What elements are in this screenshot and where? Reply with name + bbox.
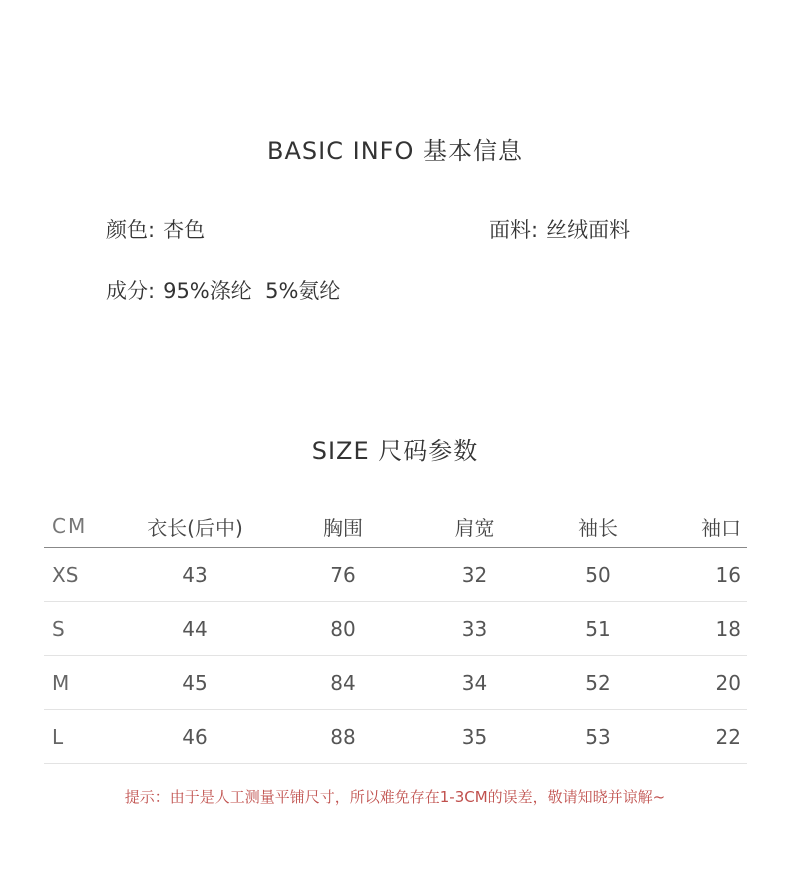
- length-value: 46: [120, 710, 270, 764]
- cuff-value: 20: [663, 656, 747, 710]
- header-length: 衣长(后中): [120, 505, 270, 548]
- header-bust: 胸围: [270, 505, 416, 548]
- basic-info-title: BASIC INFO 基本信息: [267, 137, 523, 165]
- table-row: [44, 548, 747, 602]
- fabric-label: 面料:: [489, 218, 539, 242]
- table-row: [44, 710, 747, 764]
- shoulder-value: 32: [416, 548, 533, 602]
- bust-value: 88: [270, 710, 416, 764]
- header-sleeve-length: 袖长: [533, 505, 663, 548]
- sleeve-length-value: 50: [533, 548, 663, 602]
- shoulder-value: 34: [416, 656, 533, 710]
- sleeve-length-value: 51: [533, 602, 663, 656]
- size-label: XS: [44, 548, 120, 602]
- color-info: [106, 214, 205, 244]
- sleeve-length-value: 53: [533, 710, 663, 764]
- cuff-value: 16: [663, 548, 747, 602]
- color-value: 杏色: [163, 218, 206, 242]
- size-label: S: [44, 602, 120, 656]
- color-label: 颜色:: [106, 218, 156, 242]
- composition-label: 成分:: [106, 279, 156, 303]
- size-table: [44, 505, 747, 764]
- sleeve-length-value: 52: [533, 656, 663, 710]
- bust-value: 80: [270, 602, 416, 656]
- shoulder-value: 35: [416, 710, 533, 764]
- header-shoulder: 肩宽: [416, 505, 533, 548]
- size-label: L: [44, 710, 120, 764]
- cuff-value: 18: [663, 602, 747, 656]
- composition-info: [106, 275, 340, 305]
- size-label: M: [44, 656, 120, 710]
- fabric-info: [489, 214, 630, 244]
- length-value: 44: [120, 602, 270, 656]
- bust-value: 84: [270, 656, 416, 710]
- length-value: 43: [120, 548, 270, 602]
- header-cuff: 袖口: [663, 505, 747, 548]
- bust-value: 76: [270, 548, 416, 602]
- shoulder-value: 33: [416, 602, 533, 656]
- size-table-header-row: [44, 505, 747, 548]
- composition-value: 95%涤纶 5%氨纶: [163, 279, 341, 303]
- size-title: SIZE 尺码参数: [311, 437, 479, 465]
- fabric-value: 丝绒面料: [546, 218, 631, 242]
- measurement-tip: 提示：由于是人工测量平铺尺寸，所以难免存在1-3CM的误差，敬请知晓并谅解~: [124, 788, 666, 806]
- length-value: 45: [120, 656, 270, 710]
- table-row: [44, 602, 747, 656]
- header-unit: CM: [44, 505, 120, 548]
- cuff-value: 22: [663, 710, 747, 764]
- table-row: [44, 656, 747, 710]
